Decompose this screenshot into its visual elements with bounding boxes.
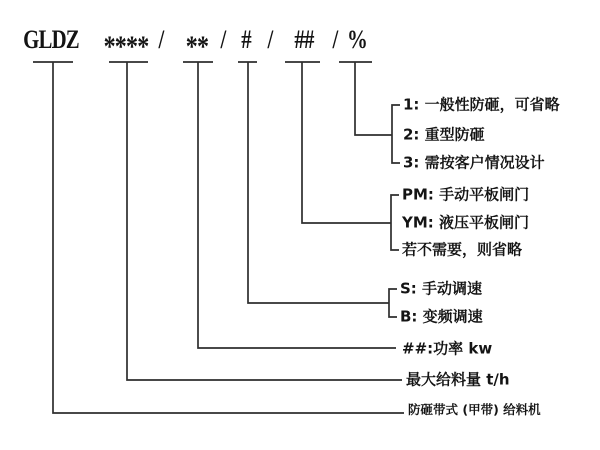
- code-separator: /: [267, 25, 273, 54]
- bracket-protection: [392, 105, 400, 163]
- code-segment-feed-rate: ****: [103, 30, 149, 63]
- leader-line-protection: [339, 62, 392, 135]
- label-speed-option-s: S: 手动调速: [400, 279, 483, 298]
- label-feed-rate: 最大给料量 t/h: [406, 370, 510, 389]
- code-prefix: GLDZ: [23, 25, 79, 54]
- leader-line-feed-rate: [109, 62, 402, 380]
- code-separator: /: [332, 25, 338, 54]
- leader-line-machine: [33, 62, 404, 413]
- label-speed-option-b: B: 变频调速: [400, 307, 483, 326]
- code-separator: /: [158, 25, 164, 54]
- code-separator: /: [220, 25, 226, 54]
- label-gate-option-none: 若不需要，则省略: [402, 240, 523, 259]
- bracket-gate: [391, 195, 399, 250]
- code-segment-speed: #: [241, 25, 251, 54]
- code-segment-power: **: [185, 30, 209, 63]
- leader-line-power: [183, 62, 396, 348]
- leader-line-gate: [285, 62, 391, 223]
- leader-line-speed: [238, 62, 389, 303]
- label-gate-option-ym: YM: 液压平板闸门: [402, 213, 530, 232]
- label-machine-name: 防砸带式 (甲带) 给料机: [408, 401, 541, 417]
- code-segment-protection: %: [347, 25, 367, 54]
- label-protection-option-1: 1: 一般性防砸，可省略: [403, 95, 560, 114]
- label-power: ##:功率 kw: [402, 339, 493, 358]
- code-segment-gate: ##: [294, 25, 314, 54]
- label-protection-option-2: 2: 重型防砸: [403, 125, 485, 144]
- label-gate-option-pm: PM: 手动平板闸门: [402, 185, 530, 204]
- label-protection-option-3: 3: 需按客户情况设计: [403, 153, 545, 172]
- bracket-speed: [389, 289, 397, 317]
